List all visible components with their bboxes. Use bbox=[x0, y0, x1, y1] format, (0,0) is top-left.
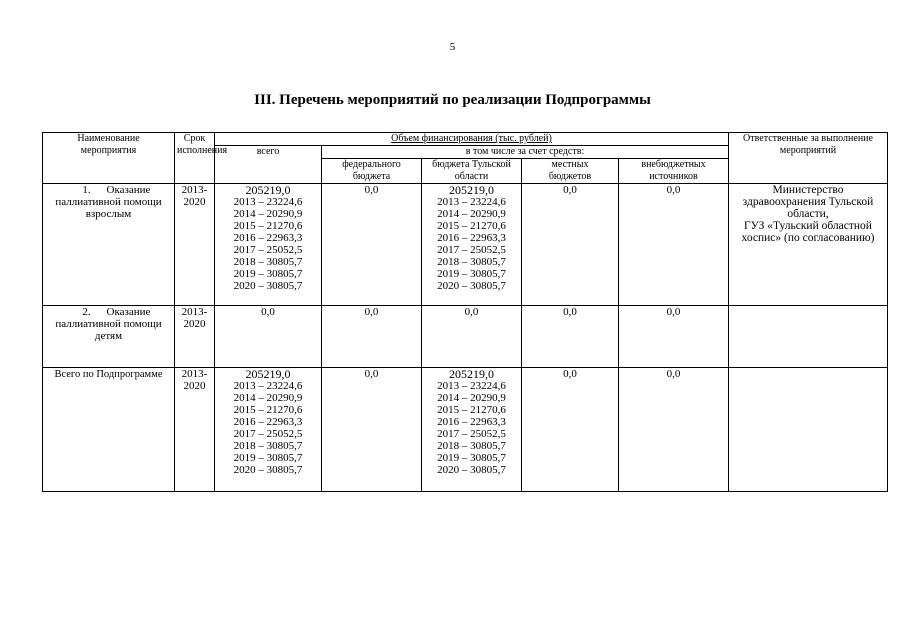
document-title: III. Перечень мероприятий по реализации Подпрограммы bbox=[254, 92, 651, 108]
row-regional: 205219,0 2013 – 23224,6 2014 – 20290,9 2015 – 21270,6 2016 – 22963,3 2017 – 25052,5 2018 – 30805,7 2019 – 30805,7 2020 – 30805,7 bbox=[422, 368, 522, 492]
header-regional: бюджета Тульской области bbox=[422, 159, 522, 184]
row-responsible: Министерство здравоохранения Тульской области, ГУЗ «Тульский областной хоспис» (по согласованию) bbox=[729, 184, 888, 306]
header-including: в том числе за счет средств: bbox=[322, 146, 729, 159]
header-extra: внебюджетных источников bbox=[619, 159, 729, 184]
row-name: 2. Оказание паллиативной помощи детям bbox=[43, 306, 175, 368]
row-name: Всего по Подпрограмме bbox=[43, 368, 175, 492]
header-financing: Объем финансирования (тыс. рублей) bbox=[215, 133, 729, 146]
row-responsible bbox=[729, 368, 888, 492]
table-row bbox=[43, 184, 888, 306]
row-extra: 0,0 bbox=[619, 368, 729, 492]
row-regional: 205219,0 2013 – 23224,6 2014 – 20290,9 2015 – 21270,6 2016 – 22963,3 2017 – 25052,5 2018 – 30805,7 2019 – 30805,7 2020 – 30805,7 bbox=[422, 184, 522, 306]
header-term: Срок исполнения bbox=[175, 133, 215, 184]
row-term: 2013- 2020 bbox=[175, 184, 215, 306]
row-local: 0,0 bbox=[522, 184, 619, 306]
row-local: 0,0 bbox=[522, 306, 619, 368]
row-regional: 0,0 bbox=[422, 306, 522, 368]
page-number: 5 bbox=[449, 41, 456, 53]
header-name: Наименование мероприятия bbox=[43, 133, 175, 184]
measures-table bbox=[42, 132, 888, 492]
row-local: 0,0 bbox=[522, 368, 619, 492]
row-federal: 0,0 bbox=[322, 184, 422, 306]
table-row bbox=[43, 306, 888, 368]
row-federal: 0,0 bbox=[322, 306, 422, 368]
row-responsible bbox=[729, 306, 888, 368]
row-term: 2013- 2020 bbox=[175, 306, 215, 368]
header-total: всего bbox=[215, 146, 322, 184]
row-total: 205219,0 2013 – 23224,6 2014 – 20290,9 2015 – 21270,6 2016 – 22963,3 2017 – 25052,5 2018 – 30805,7 2019 – 30805,7 2020 – 30805,7 bbox=[215, 368, 322, 492]
row-federal: 0,0 bbox=[322, 368, 422, 492]
row-extra: 0,0 bbox=[619, 306, 729, 368]
row-extra: 0,0 bbox=[619, 184, 729, 306]
header-federal: федерального бюджета bbox=[322, 159, 422, 184]
row-term: 2013- 2020 bbox=[175, 368, 215, 492]
row-name: 1. Оказание паллиативной помощи взрослым bbox=[43, 184, 175, 306]
row-total: 0,0 bbox=[215, 306, 322, 368]
header-local: местных бюджетов bbox=[522, 159, 619, 184]
table-row bbox=[43, 368, 888, 492]
row-total: 205219,0 2013 – 23224,6 2014 – 20290,9 2015 – 21270,6 2016 – 22963,3 2017 – 25052,5 2018 – 30805,7 2019 – 30805,7 2020 – 30805,7 bbox=[215, 184, 322, 306]
header-responsible: Ответственные за выполнение мероприятий bbox=[729, 133, 888, 184]
